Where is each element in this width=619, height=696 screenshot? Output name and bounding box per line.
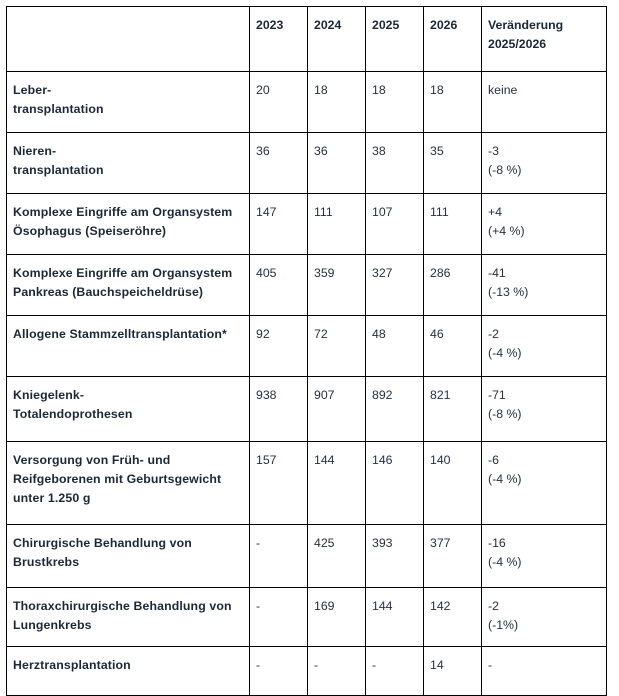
header-cell-2025: 2025 bbox=[366, 7, 424, 72]
cell-2023: 938 bbox=[250, 377, 308, 442]
cell-2026: 140 bbox=[424, 442, 482, 525]
change-value: -2 bbox=[488, 327, 499, 341]
row-label-cell bbox=[7, 377, 250, 442]
cell-change bbox=[482, 442, 607, 525]
cell-2025: 144 bbox=[366, 588, 424, 647]
cell-2025: 38 bbox=[366, 133, 424, 194]
row-label-cell bbox=[7, 194, 250, 255]
row-label-cell bbox=[7, 255, 250, 316]
change-percent: (-4 %) bbox=[488, 555, 522, 570]
row-label-cell bbox=[7, 72, 250, 133]
row-label-cell bbox=[7, 647, 250, 696]
cell-2024: 144 bbox=[308, 442, 366, 525]
header-change-line1: Veränderung bbox=[488, 18, 564, 32]
cell-2023: 147 bbox=[250, 194, 308, 255]
table-row bbox=[7, 525, 607, 588]
cell-2023: - bbox=[250, 647, 308, 696]
cell-2023: 20 bbox=[250, 72, 308, 133]
change-percent: (-4 %) bbox=[488, 472, 522, 487]
cell-2026: 35 bbox=[424, 133, 482, 194]
row-label-cell bbox=[7, 442, 250, 525]
cell-2026: 377 bbox=[424, 525, 482, 588]
statistics-table-container bbox=[6, 6, 606, 696]
change-percent: (-8 %) bbox=[488, 407, 522, 422]
row-label-line1: Nieren- bbox=[13, 144, 57, 158]
cell-2025: 18 bbox=[366, 72, 424, 133]
cell-2025: 107 bbox=[366, 194, 424, 255]
table-row bbox=[7, 442, 607, 525]
row-label-cell bbox=[7, 316, 250, 377]
cell-2025: 327 bbox=[366, 255, 424, 316]
cell-2024: 18 bbox=[308, 72, 366, 133]
cell-2024: 36 bbox=[308, 133, 366, 194]
table-row bbox=[7, 133, 607, 194]
cell-2024: 72 bbox=[308, 316, 366, 377]
cell-2023: - bbox=[250, 525, 308, 588]
row-label-line1: Chirurgische Behandlung von bbox=[13, 536, 192, 550]
row-label-line2: transplantation bbox=[13, 163, 104, 178]
cell-2025: - bbox=[366, 647, 424, 696]
header-cell-2026: 2026 bbox=[424, 7, 482, 72]
table-row bbox=[7, 588, 607, 647]
cell-2025: 48 bbox=[366, 316, 424, 377]
change-value: -41 bbox=[488, 266, 506, 280]
cell-change bbox=[482, 194, 607, 255]
cell-change bbox=[482, 72, 607, 133]
row-label-line2: Lungenkrebs bbox=[13, 618, 92, 633]
cell-2026: 821 bbox=[424, 377, 482, 442]
cell-2026: 142 bbox=[424, 588, 482, 647]
cell-2024: 907 bbox=[308, 377, 366, 442]
row-label-line2: transplantation bbox=[13, 102, 104, 117]
row-label-line2: Pankreas (Bauchspeicheldrüse) bbox=[13, 285, 204, 300]
cell-2023: - bbox=[250, 588, 308, 647]
cell-2023: 92 bbox=[250, 316, 308, 377]
table-row bbox=[7, 316, 607, 377]
cell-2024: 359 bbox=[308, 255, 366, 316]
cell-change bbox=[482, 316, 607, 377]
row-label-line3: unter 1.250 g bbox=[13, 491, 91, 506]
change-value: -6 bbox=[488, 453, 499, 467]
cell-2025: 892 bbox=[366, 377, 424, 442]
cell-2026: 286 bbox=[424, 255, 482, 316]
cell-2025: 393 bbox=[366, 525, 424, 588]
change-percent: (-1%) bbox=[488, 618, 519, 633]
row-label-line2: Ösophagus (Speiseröhre) bbox=[13, 224, 167, 239]
row-label-cell bbox=[7, 525, 250, 588]
table-body bbox=[7, 72, 607, 696]
cell-change bbox=[482, 377, 607, 442]
change-percent: (+4 %) bbox=[488, 224, 525, 239]
statistics-table bbox=[6, 6, 607, 696]
row-label-line1: Versorgung von Früh- und bbox=[13, 453, 171, 467]
cell-2026: 18 bbox=[424, 72, 482, 133]
cell-2024: 169 bbox=[308, 588, 366, 647]
header-cell-2023: 2023 bbox=[250, 7, 308, 72]
change-value: -2 bbox=[488, 599, 499, 613]
change-value: +4 bbox=[488, 205, 503, 219]
row-label-line1: Allogene Stammzelltransplantation* bbox=[13, 327, 227, 341]
change-value: -3 bbox=[488, 144, 499, 158]
table-header bbox=[7, 7, 607, 72]
cell-change bbox=[482, 255, 607, 316]
table-row bbox=[7, 255, 607, 316]
row-label-line1: Thoraxchirurgische Behandlung von bbox=[13, 599, 232, 613]
row-label-line1: Kniegelenk- bbox=[13, 388, 85, 402]
cell-2024: 111 bbox=[308, 194, 366, 255]
change-value: keine bbox=[488, 83, 518, 97]
row-label-line1: Komplexe Eingriffe am Organsystem bbox=[13, 205, 233, 219]
row-label-line1: Komplexe Eingriffe am Organsystem bbox=[13, 266, 233, 280]
cell-2026: 111 bbox=[424, 194, 482, 255]
table-row bbox=[7, 377, 607, 442]
row-label-line2: Reifgeborenen mit Geburtsgewicht bbox=[13, 472, 222, 487]
header-change-line2: 2025/2026 bbox=[488, 37, 547, 52]
row-label-line2: Totalendoprothesen bbox=[13, 407, 133, 422]
cell-2023: 405 bbox=[250, 255, 308, 316]
table-row bbox=[7, 194, 607, 255]
cell-change bbox=[482, 525, 607, 588]
change-value: -71 bbox=[488, 388, 506, 402]
cell-2023: 36 bbox=[250, 133, 308, 194]
change-value: - bbox=[488, 658, 493, 672]
change-percent: (-8 %) bbox=[488, 163, 522, 178]
cell-2025: 146 bbox=[366, 442, 424, 525]
change-value: -16 bbox=[488, 536, 506, 550]
cell-2026: 46 bbox=[424, 316, 482, 377]
cell-change bbox=[482, 647, 607, 696]
row-label-line2: Brustkrebs bbox=[13, 555, 80, 570]
header-cell-blank bbox=[7, 7, 250, 72]
cell-2023: 157 bbox=[250, 442, 308, 525]
change-percent: (-13 %) bbox=[488, 285, 529, 300]
cell-change bbox=[482, 133, 607, 194]
header-cell-change bbox=[482, 7, 607, 72]
cell-2026: 14 bbox=[424, 647, 482, 696]
table-row bbox=[7, 647, 607, 696]
cell-2024: - bbox=[308, 647, 366, 696]
header-cell-2024: 2024 bbox=[308, 7, 366, 72]
change-percent: (-4 %) bbox=[488, 346, 522, 361]
cell-change bbox=[482, 588, 607, 647]
cell-2024: 425 bbox=[308, 525, 366, 588]
header-row bbox=[7, 7, 607, 72]
table-row bbox=[7, 72, 607, 133]
row-label-line1: Herztransplantation bbox=[13, 658, 131, 672]
row-label-cell bbox=[7, 133, 250, 194]
row-label-line1: Leber- bbox=[13, 83, 52, 97]
row-label-cell bbox=[7, 588, 250, 647]
